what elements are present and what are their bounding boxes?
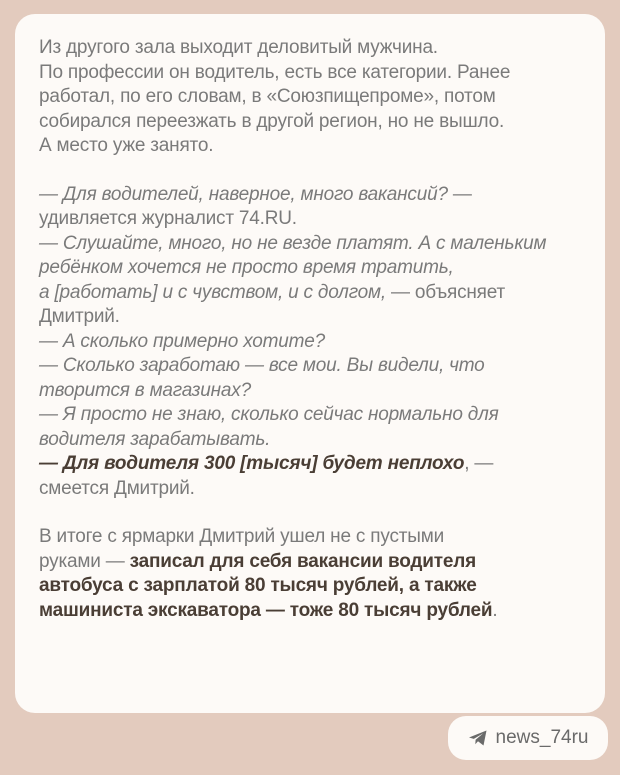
intro-paragraph [39,36,581,159]
channel-badge[interactable] [448,716,608,760]
plain-text: руками — [39,550,130,572]
plain-text: — объясняет [385,281,505,303]
quote-text: — Для водителей, наверное, много вакансий? [39,183,448,205]
text-line: работал, по его словам, в «Союзпищепроме», потом [39,86,496,107]
conclusion-paragraph [39,525,581,623]
dialog-block [39,183,581,502]
dialog-line: — Сколько заработаю — все мои. Вы видели, что [39,355,485,376]
text-line: А место уже занято. [39,135,214,156]
plain-text: , — [464,453,494,474]
dialog-line [39,183,581,208]
text-line: автобуса с зарплатой 80 тысяч рублей, а также [39,575,477,596]
text-line: собирался переезжать в другой регион, но не вышло. [39,110,505,132]
quote-text: а [работать] и с чувством, и с долгом, [39,281,386,303]
dialog-line: ребёнком хочется не просто время тратить, [39,257,454,278]
text-line: По профессии он водитель, есть все категории. Ранее [39,61,511,83]
dialog-line: — Я просто не знаю, сколько сейчас нормально для [39,404,499,425]
highlight-text: машиниста экскаватора — тоже 80 тысяч рублей [39,599,493,621]
text-line [39,599,581,624]
highlight-quote: — Для водителя 300 [тысяч] будет неплохо [39,453,465,474]
dialog-line: удивляется журналист 74.RU. [39,208,297,229]
channel-name: news_74ru [495,727,589,748]
article-card [15,14,605,713]
dialog-line: Дмитрий. [39,306,120,327]
dialog-line: — А сколько примерно хотите? [39,330,326,352]
plain-text: — [447,183,472,205]
text-line [39,550,581,575]
highlight-text: записал для себя вакансии водителя [129,550,476,572]
dialog-line: — Слушайте, много, но не везде платят. А с маленьким [39,232,547,254]
text-line: В итоге с ярмарки Дмитрий ушел не с пустыми [39,526,445,547]
dialog-line [39,281,581,306]
plain-text: . [492,599,498,621]
dialog-line [39,452,581,477]
dialog-line: смеется Дмитрий. [39,477,195,499]
dialog-line: творится в магазинах? [39,379,251,401]
text-line: Из другого зала выходит деловитый мужчина. [39,37,438,58]
dialog-line: водителя зарабатывать. [39,428,271,450]
telegram-icon [468,729,488,747]
